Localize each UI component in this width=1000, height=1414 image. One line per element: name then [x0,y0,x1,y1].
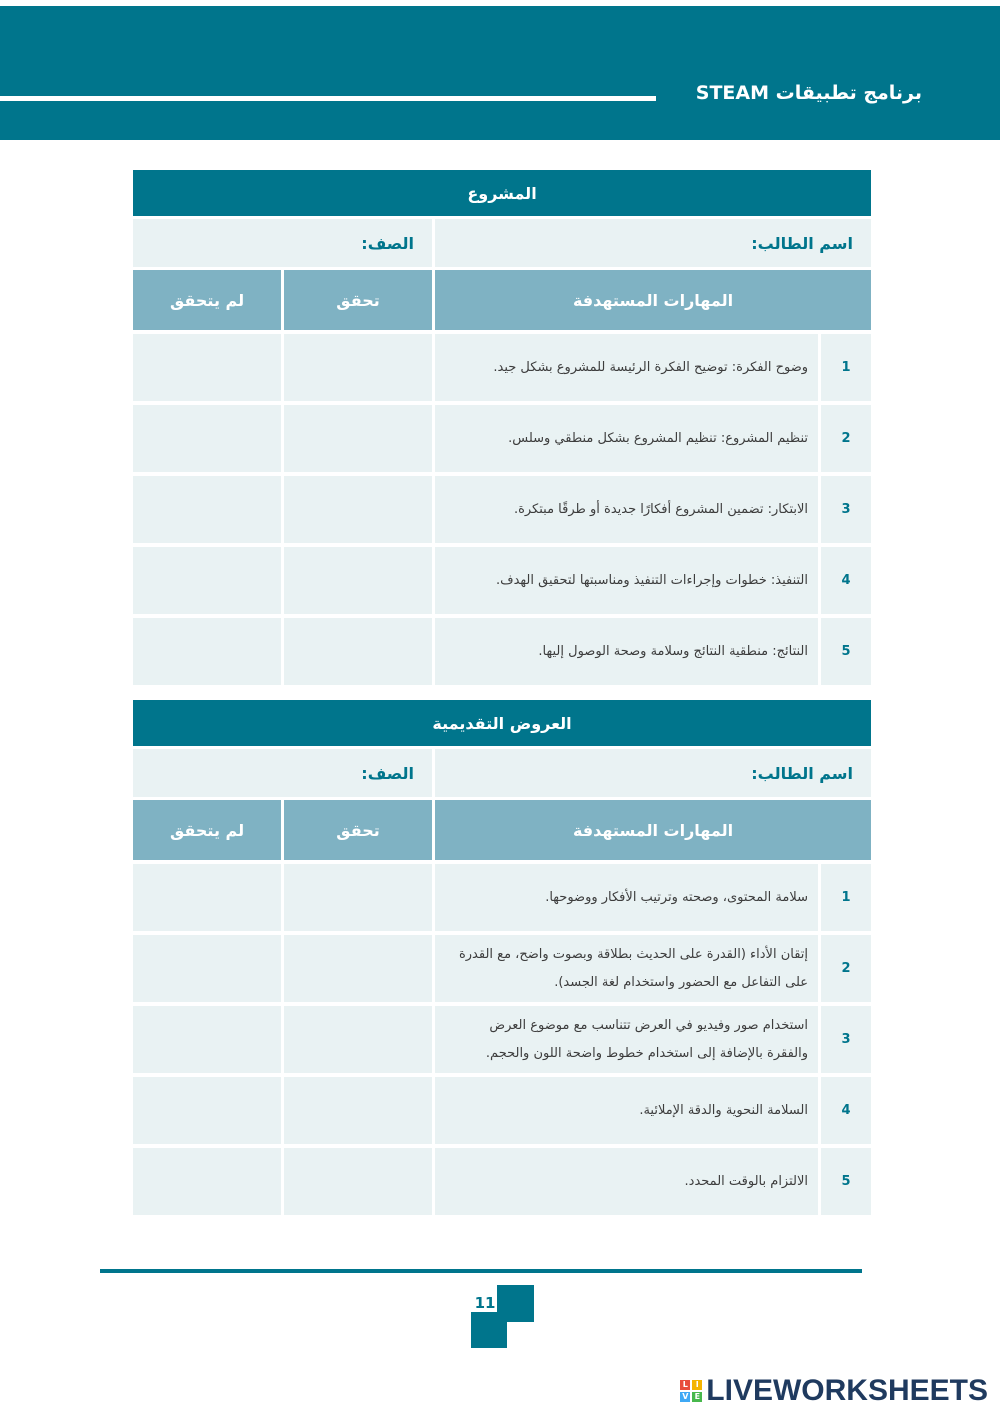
program-title: برنامج تطبيقات STEAM [695,82,922,104]
table-row [133,614,871,685]
not-achieved-cell[interactable] [133,472,284,543]
col-header-skills: المهارات المستهدفة [435,797,871,860]
not-achieved-cell[interactable] [133,931,284,1002]
skill-text: سلامة المحتوى، وصحته وترتيب الأفكار ووضوحها. [435,860,821,931]
achieved-cell[interactable] [284,472,435,543]
col-header-not-achieved: لم يتحقق [133,797,284,860]
achieved-cell[interactable] [284,931,435,1002]
table-row [133,1002,871,1073]
presentation-rubric-table [133,700,871,1215]
table-title: المشروع [133,170,871,216]
not-achieved-cell[interactable] [133,860,284,931]
page-number: 11 [474,1294,496,1312]
table-row [133,1144,871,1215]
student-name-field[interactable]: اسم الطالب: [435,216,871,267]
page-badge-square-bottom [471,1312,507,1348]
liveworksheets-logo [680,1374,988,1408]
footer-divider-line [100,1269,862,1273]
skill-text: الابتكار: تضمين المشروع أفكارًا جديدة أو طرقًا مبتكرة. [435,472,821,543]
table-row [133,1073,871,1144]
table-row [133,543,871,614]
col-header-not-achieved: لم يتحقق [133,267,284,330]
achieved-cell[interactable] [284,543,435,614]
skill-text: تنظيم المشروع: تنظيم المشروع بشكل منطقي وسلس. [435,401,821,472]
row-number: 1 [821,860,871,931]
row-number: 5 [821,614,871,685]
achieved-cell[interactable] [284,1073,435,1144]
not-achieved-cell[interactable] [133,1002,284,1073]
skill-text: إتقان الأداء (القدرة على الحديث بطلاقة وبصوت واضح، مع القدرة على التفاعل مع الحضور واستخدام لغة الجسد). [435,931,821,1002]
skill-text: التنفيذ: خطوات وإجراءات التنفيذ ومناسبتها لتحقيق الهدف. [435,543,821,614]
logo-tile: I [692,1380,702,1390]
class-field[interactable]: الصف: [133,216,435,267]
row-number: 2 [821,401,871,472]
achieved-cell[interactable] [284,401,435,472]
col-header-skills: المهارات المستهدفة [435,267,871,330]
row-number: 4 [821,1073,871,1144]
not-achieved-cell[interactable] [133,1144,284,1215]
col-header-achieved: تحقق [284,267,435,330]
table-title: العروض التقديمية [133,700,871,746]
not-achieved-cell[interactable] [133,330,284,401]
col-header-achieved: تحقق [284,797,435,860]
achieved-cell[interactable] [284,330,435,401]
achieved-cell[interactable] [284,614,435,685]
not-achieved-cell[interactable] [133,401,284,472]
row-number: 3 [821,472,871,543]
not-achieved-cell[interactable] [133,543,284,614]
liveworksheets-icon [680,1380,702,1402]
row-number: 5 [821,1144,871,1215]
logo-tile: V [682,1392,689,1401]
row-number: 1 [821,330,871,401]
header-divider-line [0,96,656,101]
skill-text: الالتزام بالوقت المحدد. [435,1144,821,1215]
achieved-cell[interactable] [284,1144,435,1215]
achieved-cell[interactable] [284,860,435,931]
not-achieved-cell[interactable] [133,1073,284,1144]
header-band [0,6,1000,140]
logo-tile: E [692,1392,702,1402]
logo-tile: L [680,1380,690,1390]
table-row [133,931,871,1002]
table-row [133,330,871,401]
skill-text: وضوح الفكرة: توضيح الفكرة الرئيسة للمشروع بشكل جيد. [435,330,821,401]
row-number: 4 [821,543,871,614]
project-rubric-table [133,170,871,685]
skill-text: النتائج: منطقية النتائج وسلامة وصحة الوصول إليها. [435,614,821,685]
row-number: 2 [821,931,871,1002]
skill-text: استخدام صور وفيديو في العرض تتناسب مع موضوع العرض والفقرة بالإضافة إلى استخدام خطوط واضحة اللون والحجم. [435,1002,821,1073]
skill-text: السلامة النحوية والدقة الإملائية. [435,1073,821,1144]
class-field[interactable]: الصف: [133,746,435,797]
student-name-field[interactable]: اسم الطالب: [435,746,871,797]
achieved-cell[interactable] [284,1002,435,1073]
table-row [133,860,871,931]
table-row [133,472,871,543]
not-achieved-cell[interactable] [133,614,284,685]
table-row [133,401,871,472]
liveworksheets-wordmark: LIVEWORKSHEETS [706,1374,988,1407]
row-number: 3 [821,1002,871,1073]
